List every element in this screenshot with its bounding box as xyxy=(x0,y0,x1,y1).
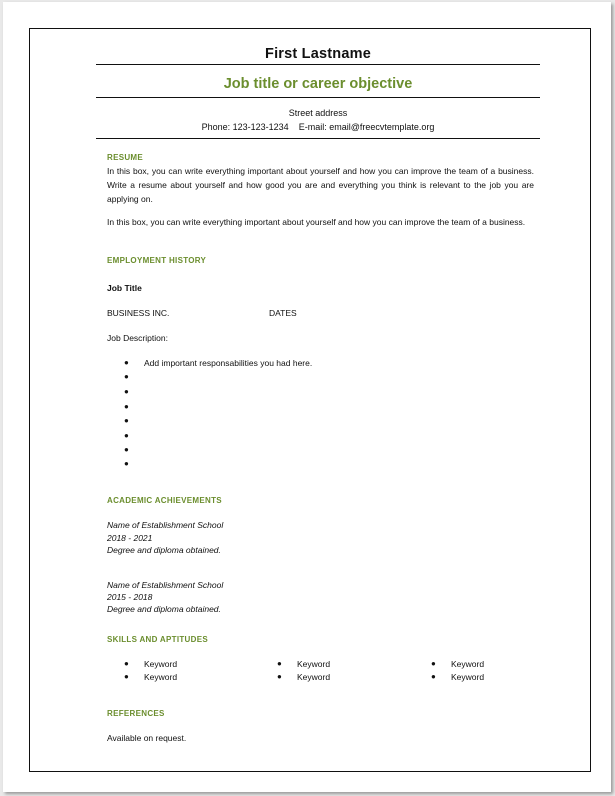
school-years: 2018 - 2021 xyxy=(107,533,153,543)
job-title: Job title or career objective xyxy=(223,76,413,92)
bullet: ● xyxy=(124,372,129,381)
section-heading-academic: ACADEMIC ACHIEVEMENTS xyxy=(107,496,222,505)
skill-keyword: Keyword xyxy=(451,672,485,682)
divider xyxy=(96,64,540,65)
skill-keyword: Keyword xyxy=(297,659,331,669)
street-address: Street address xyxy=(288,108,348,118)
phone: Phone: 123-123-1234 xyxy=(201,122,289,132)
email: E-mail: email@freecvtemplate.org xyxy=(298,122,435,132)
bullet: ● xyxy=(124,431,129,440)
bullet: ● xyxy=(124,387,129,396)
bullet: ● xyxy=(124,402,129,411)
resume-paragraph-2: In this box, you can write everything important about yourself and how you can improve the team of a business. xyxy=(107,217,526,227)
school-years: 2015 - 2018 xyxy=(107,592,153,602)
bullet: ● xyxy=(431,672,436,681)
school-name: Name of Establishment School xyxy=(107,520,224,530)
bullet: ● xyxy=(124,659,129,668)
references-text: Available on request. xyxy=(107,733,187,743)
section-heading-references: REFERENCES xyxy=(107,709,165,718)
school-name: Name of Establishment School xyxy=(107,580,224,590)
employment-company: BUSINESS INC. xyxy=(107,308,170,318)
skill-keyword: Keyword xyxy=(144,659,178,669)
bullet: ● xyxy=(431,659,436,668)
resume-page xyxy=(3,2,611,792)
skill-keyword: Keyword xyxy=(297,672,331,682)
bullet: ● xyxy=(124,459,129,468)
divider xyxy=(96,97,540,98)
employment-job-title: Job Title xyxy=(107,283,142,293)
skill-keyword: Keyword xyxy=(144,672,178,682)
skill-keyword: Keyword xyxy=(451,659,485,669)
bullet: ● xyxy=(277,659,282,668)
bullet: ● xyxy=(124,416,129,425)
responsibility-item: Add important responsabilities you had here. xyxy=(144,358,313,368)
school-degree: Degree and diploma obtained. xyxy=(107,545,221,555)
school-degree: Degree and diploma obtained. xyxy=(107,604,221,614)
candidate-name: First Lastname xyxy=(265,46,371,62)
job-description-label: Job Description: xyxy=(107,333,168,343)
employment-dates: DATES xyxy=(269,308,297,318)
contact-line xyxy=(96,122,540,132)
section-heading-employment: EMPLOYMENT HISTORY xyxy=(107,256,207,265)
bullet: ● xyxy=(277,672,282,681)
section-heading-resume: RESUME xyxy=(107,153,144,162)
bullet: ● xyxy=(124,672,129,681)
bullet: ● xyxy=(124,358,129,367)
section-heading-skills: SKILLS AND APTITUDES xyxy=(107,635,208,644)
divider xyxy=(96,138,540,139)
bullet: ● xyxy=(124,445,129,454)
resume-paragraph-1: In this box, you can write everything important about yourself and how you can improve the team of a business. Write a resume about yourself and how good you are and everything you think is relevant to the job you are applying on. xyxy=(107,166,534,205)
